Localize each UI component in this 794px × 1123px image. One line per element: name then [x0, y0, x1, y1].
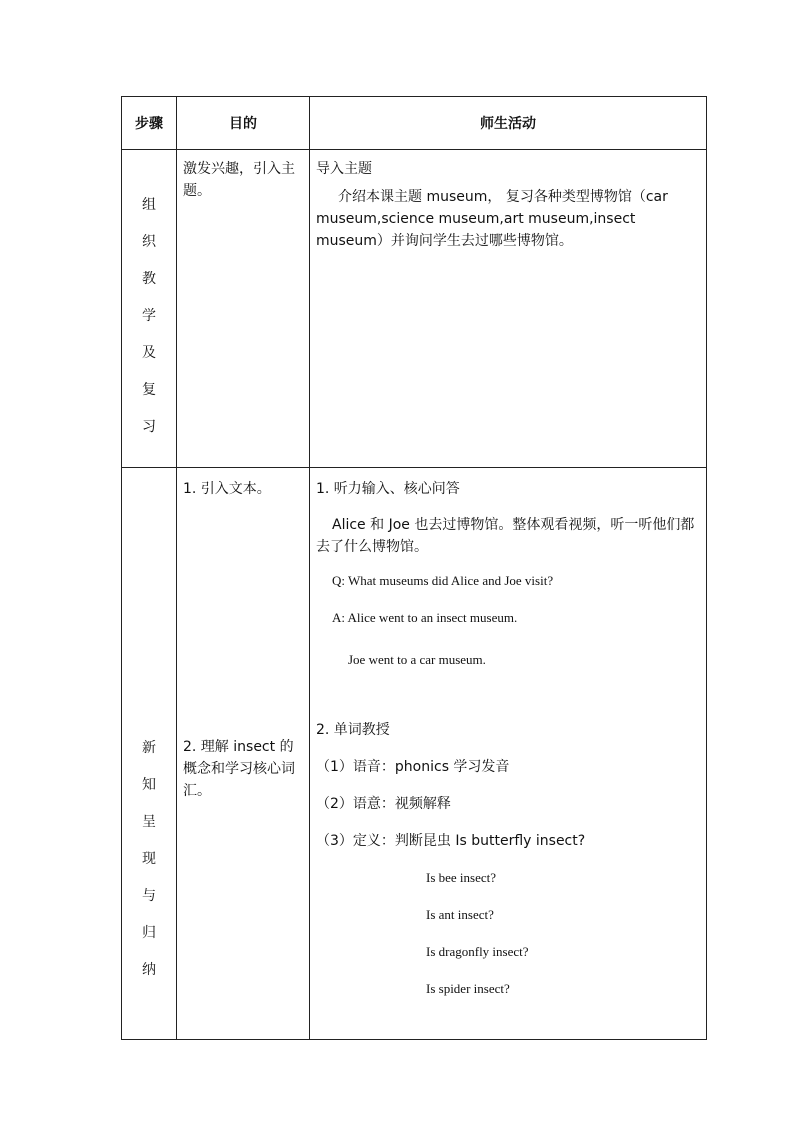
purpose-text: 2. 理解 insect 的概念和学习核心词汇。	[183, 739, 295, 799]
table-row	[122, 150, 707, 468]
section-text: Alice 和 Joe 也去过博物馆。整体观看视频，听一听他们都去了什么博物馆。	[316, 517, 695, 555]
table-row	[122, 468, 707, 1040]
step-char: 新	[142, 740, 156, 756]
list-item: （1）语音：phonics 学习发音	[316, 759, 510, 775]
purpose-cell	[177, 468, 310, 1040]
purpose-text: 激发兴趣，引入主题。	[183, 161, 295, 199]
section-title: 2. 单词教授	[316, 722, 390, 738]
list-item: Is ant insect?	[426, 907, 494, 922]
step-char: 与	[142, 888, 156, 904]
step-char: 组	[142, 197, 156, 213]
list-item: Is bee insect?	[426, 870, 497, 885]
list-item: （3）定义：判断昆虫 Is butterfly insect?	[316, 833, 586, 849]
purpose-text: 1. 引入文本。	[183, 481, 271, 497]
step-cell	[122, 468, 177, 1040]
section-title: 1. 听力输入、核心问答	[316, 481, 460, 497]
answer-line: A: Alice went to an insect museum.	[332, 610, 518, 625]
step-char: 复	[142, 382, 156, 398]
list-item: （2）语意：视频解释	[316, 796, 451, 812]
header-step: 步骤	[122, 97, 177, 150]
step-char: 学	[142, 308, 156, 324]
step-char: 及	[142, 345, 156, 361]
step-char: 呈	[142, 814, 156, 830]
activity-cell	[310, 150, 707, 468]
question-line: Q: What museums did Alice and Joe visit?	[332, 573, 554, 588]
header-purpose: 目的	[177, 97, 310, 150]
step-char: 织	[142, 234, 156, 250]
purpose-cell	[177, 150, 310, 468]
list-item: Is spider insect?	[426, 981, 510, 996]
activity-text: 介绍本课主题 museum， 复习各种类型博物馆（car museum,science museum,art museum,insect museum）并询问学生去过哪些博物馆。	[316, 189, 668, 249]
step-char: 现	[142, 851, 156, 867]
header-row	[122, 97, 707, 150]
list-item: Is dragonfly insect?	[426, 944, 529, 959]
answer-line: Joe went to a car museum.	[348, 652, 486, 667]
step-cell	[122, 150, 177, 468]
header-activity: 师生活动	[310, 97, 707, 150]
step-char: 纳	[142, 962, 156, 978]
activity-title: 导入主题	[316, 161, 372, 177]
lesson-plan-table	[121, 96, 706, 1025]
activity-cell	[310, 468, 707, 1040]
step-char: 归	[142, 925, 156, 941]
step-char: 习	[142, 419, 156, 435]
step-char: 知	[142, 777, 156, 793]
step-char: 教	[142, 271, 156, 287]
